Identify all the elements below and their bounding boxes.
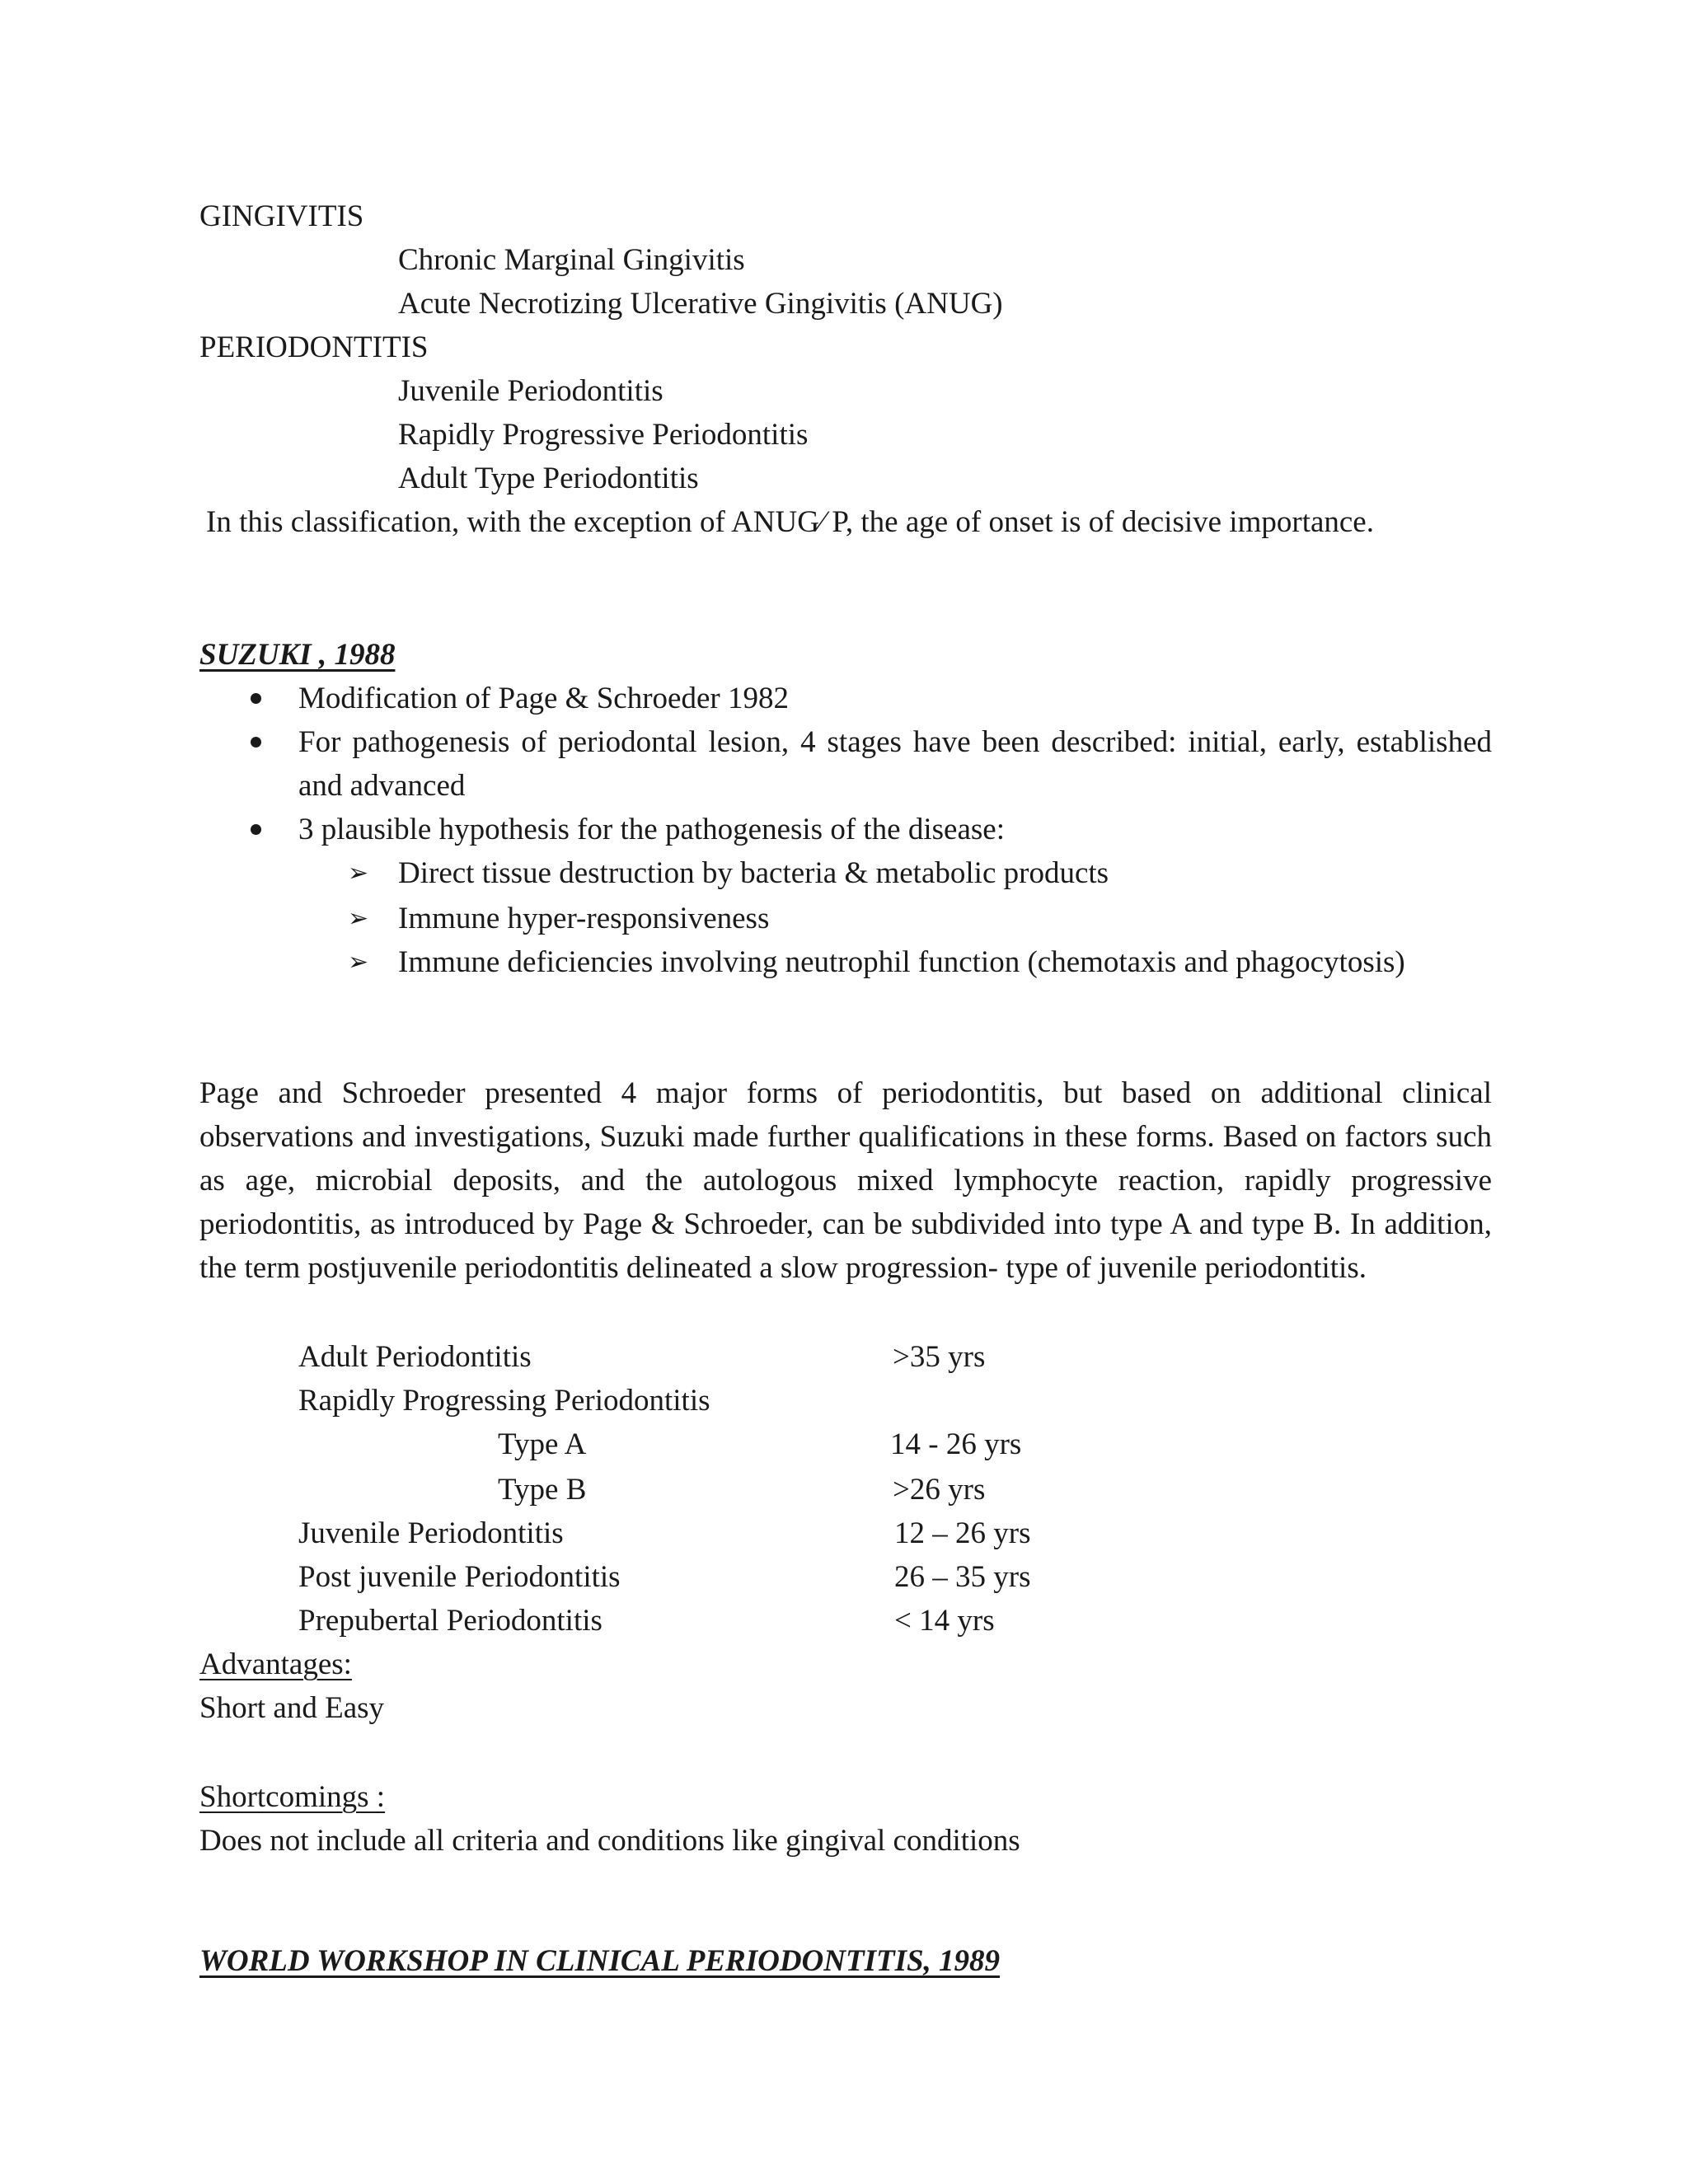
- periodontitis-item: Adult Type Periodontitis: [398, 462, 699, 495]
- gingivitis-item: Chronic Marginal Gingivitis: [398, 243, 745, 277]
- gingivitis-heading: GINGIVITIS: [199, 199, 364, 233]
- periodontitis-heading: PERIODONTITIS: [199, 330, 429, 364]
- table-row-age: 14 - 26 yrs: [890, 1427, 1022, 1461]
- gingivitis-item: Acute Necrotizing Ulcerative Gingivitis (ANUG): [398, 287, 1003, 321]
- suzuki-sub-bullet: Immune deficiencies involving neutrophil function (chemotaxis and phagocytosis): [398, 945, 1405, 979]
- advantages-text: Short and Easy: [199, 1691, 385, 1725]
- world-workshop-heading: WORLD WORKSHOP IN CLINICAL PERIODONTITIS, 1989: [199, 1944, 1001, 1978]
- table-row-age: < 14 yrs: [894, 1604, 995, 1638]
- shortcomings-label: Shortcomings :: [199, 1780, 386, 1814]
- advantages-label: Advantages:: [199, 1647, 352, 1681]
- table-row-label: Post juvenile Periodontitis: [298, 1560, 621, 1594]
- arrow-bullet-icon: ➢: [348, 948, 369, 977]
- suzuki-sub-bullet: Direct tissue destruction by bacteria & metabolic products: [398, 856, 1109, 890]
- shortcomings-text: Does not include all criteria and conditions like gingival conditions: [199, 1824, 1020, 1858]
- bullet-icon: [251, 737, 261, 748]
- suzuki-bullet: 3 plausible hypothesis for the pathogenesis of the disease:: [298, 813, 1005, 846]
- table-row-label: Adult Periodontitis: [298, 1340, 532, 1374]
- periodontitis-item: Juvenile Periodontitis: [398, 374, 663, 408]
- bullet-icon: [251, 824, 261, 835]
- suzuki-bullet: For pathogenesis of periodontal lesion, 4 stages have been described: initial, early, established and advanced: [298, 725, 1492, 803]
- table-row-label: Rapidly Progressing Periodontitis: [298, 1384, 710, 1418]
- classification-note: In this classification, with the exception of ANUG⁄ P, the age of onset is of decisive importance.: [206, 505, 1374, 539]
- suzuki-sub-bullet: Immune hyper-responsiveness: [398, 902, 770, 935]
- table-row-age: 12 – 26 yrs: [894, 1516, 1031, 1550]
- table-row-label: Type B: [498, 1473, 587, 1507]
- periodontitis-item: Rapidly Progressive Periodontitis: [398, 418, 809, 452]
- bullet-icon: [251, 693, 261, 704]
- suzuki-paragraph: Page and Schroeder presented 4 major forms of periodontitis, but based on additional clinical observations and investigations, Suzuki made further qualifications in these forms. Based on factors such as age, microbial deposits, and the autologous mixed lymphocyte reaction, rapidly progressive periodontitis, as introduced by Page & Schroeder, can be subdivided into type A and type B. In addition, the term postjuvenile periodontitis delineated a slow progression- type of juvenile periodontitis.: [199, 1076, 1492, 1285]
- arrow-bullet-icon: ➢: [348, 859, 369, 888]
- suzuki-heading: SUZUKI , 1988: [199, 638, 396, 672]
- arrow-bullet-icon: ➢: [348, 904, 369, 933]
- table-row-label: Prepubertal Periodontitis: [298, 1604, 603, 1638]
- table-row-age: 26 – 35 yrs: [894, 1560, 1031, 1594]
- table-row-label: Juvenile Periodontitis: [298, 1516, 564, 1550]
- table-row-age: >35 yrs: [893, 1340, 986, 1374]
- suzuki-bullet: Modification of Page & Schroeder 1982: [298, 682, 789, 715]
- table-row-age: >26 yrs: [893, 1473, 986, 1507]
- table-row-label: Type A: [498, 1427, 587, 1461]
